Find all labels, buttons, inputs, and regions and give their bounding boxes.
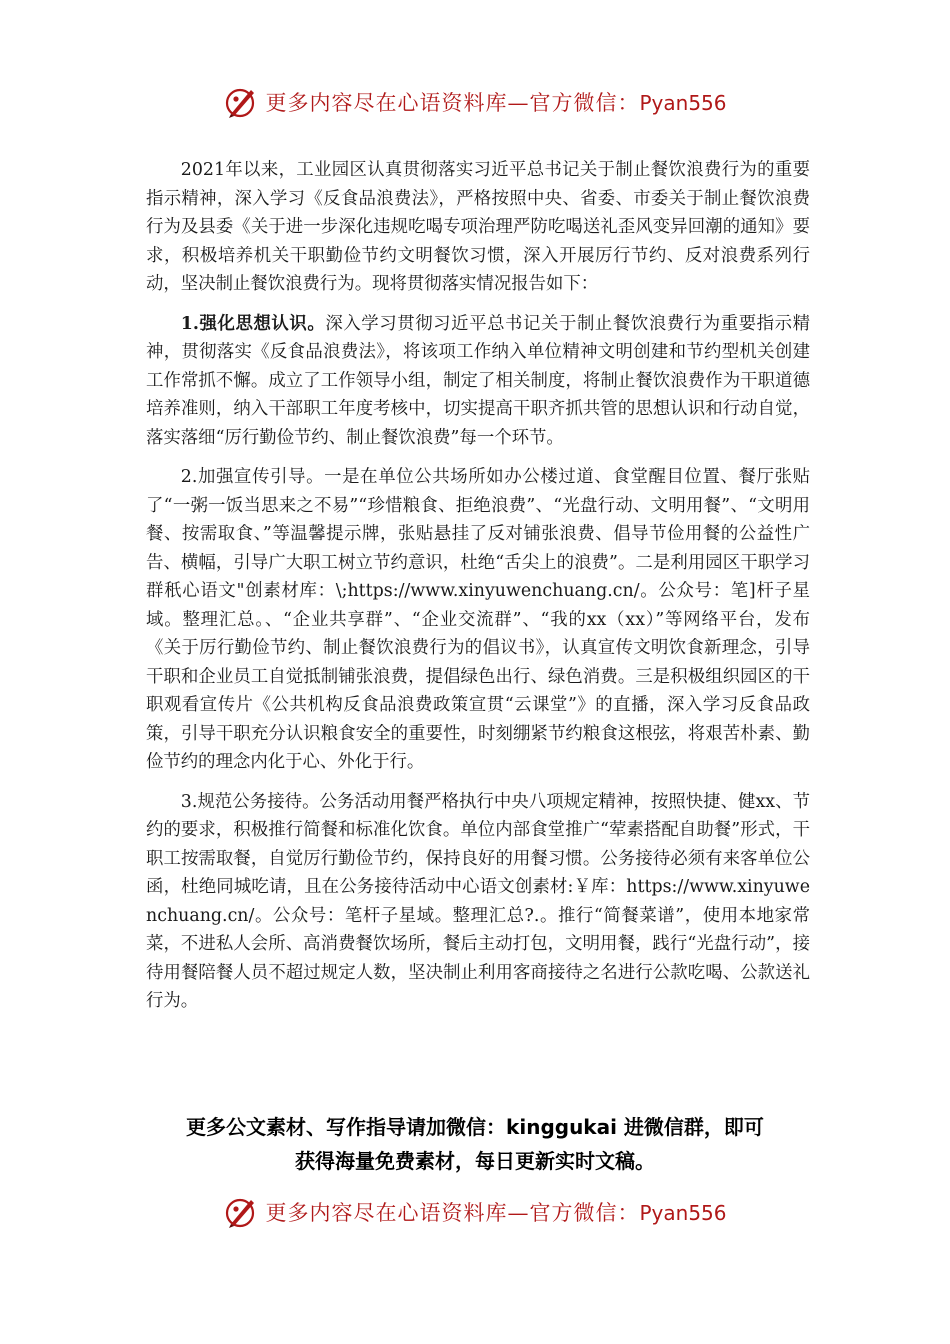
paragraph-2: 2.加强宣传引导。一是在单位公共场所如办公楼过道、食堂醒目位置、餐厅张贴了“一粥一饭当思来之不易”“珍惜粮食、拒绝浪费”、“光盘行动、文明用餐”、“文明用餐、按需取食、”等温馨提示牌，张贴悬挂了反对铺张浪费、倡导节俭用餐的公益性广告、横幅，引导广大职工树立节约意识，杜绝“舌尖上的浪费”。二是利用园区干职学习群秖心语文"创素材库：\;https://www.xinyuwenchuang.cn/。公众号：笔]杆子星域。整理汇总。、“企业共享群”、“企业交流群”、“我的xx（xx）”等网络平台，发布《关于厉行勤俭节约、制止餐饮浪费行为的倡议书》，认真宣传文明饮食新理念，引导干职和企业员工自觉抵制铺张浪费，提倡绿色出行、绿色消费。三是积极组织园区的干职观看宣传片《公共机构反食品浪费政策宣贯“云课堂”》的直播，深入学习反食品政策，引导干职充分认识粮食安全的重要性，时刻绷紧节约粮食这根弦，将艰苦朴素、勤俭节约的理念内化于心、外化于行。 xyxy=(146,467,810,772)
paragraph-3: 3.规范公务接待。公务活动用餐严格执行中央八项规定精神，按照快捷、健xx、节约的要求，积极推行简餐和标准化饮食。单位内部食堂推广“荤素搭配自助餐”形式，干职工按需取餐，自觉厉行勤俭节约，保持良好的用餐习惯。公务接待必须有来客单位公函，杜绝同城吃请，且在公务接待活动中心语文创素材:￥库：https://www.xinyuwenchuang.cn/。公众号：笔杆子星域。整理汇总?.。推行“简餐菜谱”，使用本地家常菜，不进私人会所、高消费餐饮场所，餐后主动打包，文明用餐，践行“光盘行动”，接待用餐陪餐人员不超过规定人数，坚决制止利用客商接待之名进行公款吃喝、公款送礼行为。 xyxy=(146,791,810,1011)
wechat-id: Pyan556 xyxy=(639,1201,727,1225)
header-watermark xyxy=(0,80,950,124)
document-body xyxy=(146,156,810,1027)
pen-logo-icon xyxy=(223,84,259,120)
paragraph-1: 1.强化思想认识。深入学习贯彻习近平总书记关于制止餐饮浪费行为重要指示精神，贯彻落实《反食品浪费法》，将该项工作纳入单位精神文明创建和节约型机关创建工作常抓不懈。成立了工作领导小组，制定了相关制度，将制止餐饮浪费作为干职道德培养准则，纳入干部职工年度考核中，切实提高干职齐抓共管的思想认识和行动自觉，落实落细“厉行勤俭节约、制止餐饮浪费”每一个环节。 xyxy=(146,313,810,448)
wechat-id: Pyan556 xyxy=(639,91,727,115)
cta-line-1: 更多公文素材、写作指导请加微信：kinggukai 进微信群，即可 xyxy=(186,1115,764,1139)
cta-notice xyxy=(120,1110,830,1178)
footer-watermark xyxy=(0,1190,950,1234)
cta-line-2: 获得海量免费素材，每日更新实时文稿。 xyxy=(295,1149,655,1173)
paragraph-intro: 2021年以来，工业园区认真贯彻落实习近平总书记关于制止餐饮浪费行为的重要指示精神，深入学习《反食品浪费法》，严格按照中央、省委、市委关于制止餐饮浪费行为及县委《关于进一步深化违规吃喝专项治理严防吃喝送礼歪风变异回潮的通知》要求，积极培养机关干职勤俭节约文明餐饮习惯，深入开展厉行节约、反对浪费系列行动，坚决制止餐饮浪费行为。现将贯彻落实情况报告如下： xyxy=(146,160,810,294)
paragraph-heading: 1.强化思想认识。 xyxy=(180,313,326,334)
watermark-text: 更多内容尽在心语资料库—官方微信：Pyan556 xyxy=(265,1201,727,1225)
pen-logo-icon xyxy=(223,1194,259,1230)
watermark-text: 更多内容尽在心语资料库—官方微信：Pyan556 xyxy=(265,91,727,115)
